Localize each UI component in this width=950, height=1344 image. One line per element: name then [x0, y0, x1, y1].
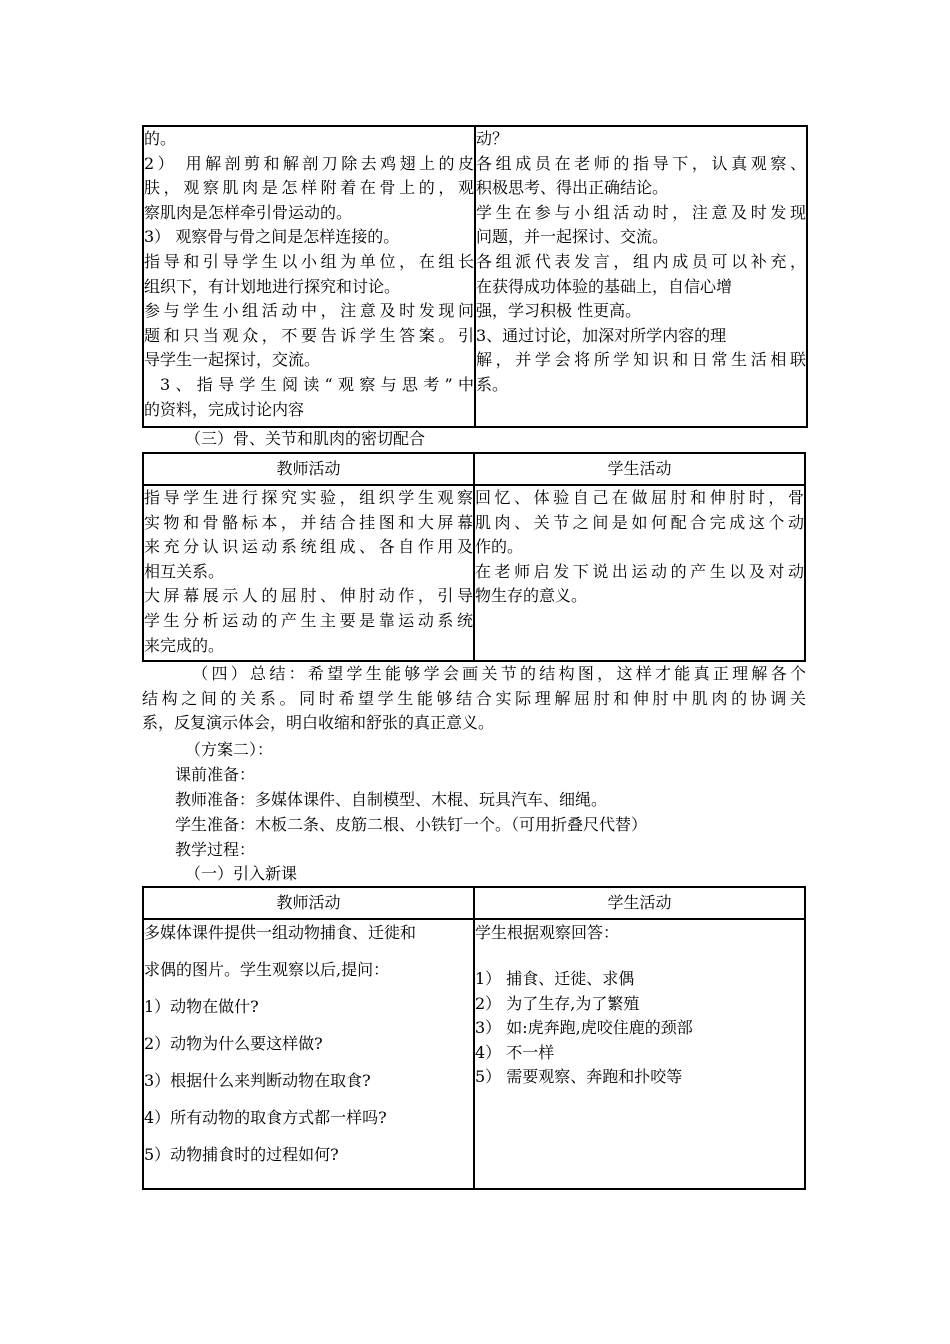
text-line: 系。	[476, 374, 509, 394]
text-line: 3） 如:虎奔跑,虎咬住鹿的颈部	[475, 1018, 693, 1038]
text-line: 指导和引导学生以小组为单位，在组长	[144, 251, 474, 271]
text-line: 来完成的。	[144, 635, 225, 655]
text-line: 在获得成功体验的基础上，自信心增	[476, 276, 733, 296]
student-activity-cell	[474, 919, 805, 1189]
text-line: 相互关系。	[144, 561, 225, 581]
text-line: 1） 捕食、迁徙、求偶	[475, 969, 635, 988]
student-activity-cell	[474, 485, 805, 661]
teacher-activity-cell	[143, 485, 474, 661]
text-line: 导学生一起探讨，交流。	[144, 350, 321, 370]
text-line: 解，并学会将所学知识和日常生活相联	[476, 350, 806, 370]
text-line: 肤，观察肌肉是怎样附着在骨上的，观	[144, 178, 474, 198]
text-line: 参与学生小组活动中，注意及时发现问	[144, 301, 474, 321]
student-activity-header: 学生活动	[474, 453, 805, 485]
text-line: 的。	[144, 129, 177, 148]
text-line: 作的。	[475, 537, 524, 557]
text-line: 3）根据什么来判断动物在取食?	[144, 1071, 371, 1090]
activity-table-section3	[142, 452, 806, 662]
text-line: 积极思考、得出正确结论。	[476, 178, 669, 198]
student-prep: 学生准备：木板二条、皮筋二根、小铁钉一个。（可用折叠尺代替）	[175, 815, 648, 834]
teacher-activity-cell	[143, 126, 475, 427]
text-line: 指导学生进行探究实验，组织学生观察	[144, 488, 473, 507]
text-line: 求偶的图片。学生观察以后,提问：	[144, 960, 390, 979]
text-line: 1）动物在做什?	[144, 997, 259, 1016]
section-heading: （一）引入新课	[185, 864, 298, 883]
text-line: 4） 不一样	[475, 1042, 555, 1062]
text-line: 动？	[476, 129, 509, 148]
text-line: 学生在参与小组活动时，注意及时发现	[476, 202, 806, 222]
text-line: 学生分析运动的产生主要是靠运动系统	[144, 610, 473, 630]
text-line: 2） 为了生存,为了繁殖	[475, 993, 640, 1013]
plan2-title: （方案二）：	[185, 740, 274, 759]
text-line: 2） 用解剖剪和解剖刀除去鸡翅上的皮	[144, 153, 474, 173]
text-line: 肌肉、关节之间是如何配合完成这个动	[475, 512, 804, 532]
teacher-activity-header: 教师活动	[143, 453, 474, 485]
teacher-prep: 教师准备：多媒体课件、自制模型、木棍、玩具汽车、细绳。	[175, 790, 608, 809]
text-line: 强，学习积极 性更高。	[476, 301, 642, 321]
text-line: 题和只当观众，不要告诉学生答案。引	[144, 325, 474, 345]
text-line: 问题，并一起探讨、交流。	[476, 227, 669, 247]
student-activity-cell	[475, 126, 807, 427]
text-line: 5） 需要观察、奔跑和扑咬等	[475, 1067, 683, 1087]
teacher-activity-header: 教师活动	[143, 887, 474, 919]
text-line: 多媒体课件提供一组动物捕食、迁徙和	[144, 923, 417, 942]
text-line: 大屏幕展示人的屈肘、伸肘动作，引导	[144, 586, 473, 606]
text-line: 察肌肉是怎样牵引骨运动的。	[144, 202, 353, 222]
process-label: 教学过程：	[175, 840, 256, 859]
section-heading: （三）骨、关节和肌肉的密切配合	[185, 429, 426, 448]
summary-paragraph	[142, 662, 806, 736]
text-line: 的资料，完成讨论内容	[144, 399, 305, 419]
text-line: 组织下，有计划地进行探究和讨论。	[144, 276, 401, 296]
text-line: 3） 观察骨与骨之间是怎样连接的。	[144, 227, 400, 247]
text-line: （四）总结：希望学生能够学会画关节的结构图，这样才能真正理解各个	[142, 664, 806, 683]
text-line: 回忆、体验自己在做屈肘和伸肘时，骨	[475, 488, 804, 507]
text-line: 各组成员在老师的指导下，认真观察、	[476, 153, 806, 173]
text-line: 系，反复演示体会，明白收缩和舒张的真正意义。	[142, 713, 495, 733]
text-line: 3、指导学生阅读“观察与思考”中	[160, 374, 474, 394]
student-activity-header: 学生活动	[474, 887, 805, 919]
prep-label: 课前准备：	[175, 765, 256, 784]
teacher-activity-cell	[143, 919, 474, 1189]
text-line: 来充分认识运动系统组成、各自作用及	[144, 537, 473, 557]
text-line: 实物和骨骼标本，并结合挂图和大屏幕	[144, 512, 473, 532]
text-line: 结构之间的关系。同时希望学生能够结合实际理解屈肘和伸肘中肌肉的协调关	[142, 688, 806, 708]
activity-table-intro	[142, 886, 806, 1190]
text-line: 在老师启发下说出运动的产生以及对动	[475, 561, 804, 581]
activity-table-continued	[142, 125, 808, 428]
text-line: 4）所有动物的取食方式都一样吗?	[144, 1108, 387, 1127]
text-line: 2）动物为什么要这样做?	[144, 1034, 323, 1053]
text-line: 各组派代表发言，组内成员可以补充，	[476, 251, 806, 271]
text-line: 3、通过讨论，加深对所学内容的理	[476, 325, 727, 345]
text-line: 学生根据观察回答：	[475, 923, 620, 942]
text-line: 5）动物捕食时的过程如何?	[144, 1145, 339, 1164]
text-line: 物生存的意义。	[475, 586, 588, 606]
